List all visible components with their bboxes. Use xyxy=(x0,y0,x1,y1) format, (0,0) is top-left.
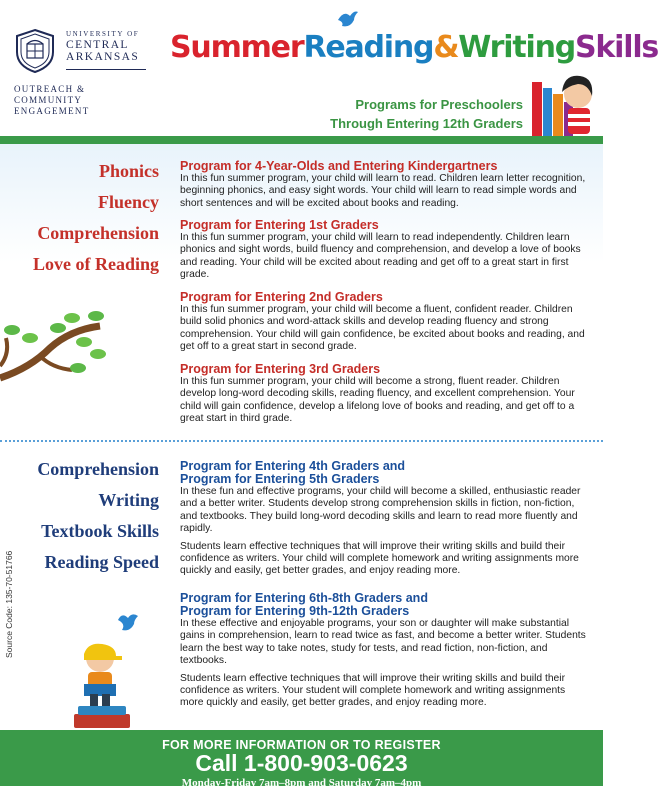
skill-item: Comprehension xyxy=(37,223,159,243)
program-description: In this fun summer program, your child will learn to read independently. Children learn phonics and sight words, build fluency and comprehension, and develop a love of books and reading. Your child will be excited about reading and get off to a great start in first grade. xyxy=(180,232,581,281)
outreach-line-3: ENGAGEMENT xyxy=(14,106,90,116)
logo-line-arkansas: ARKANSAS xyxy=(66,51,140,63)
skill-item: Comprehension xyxy=(37,459,159,479)
bluebird-icon xyxy=(336,8,360,30)
footer-phone[interactable]: Call 1-800-903-0623 xyxy=(195,750,408,776)
subtitle-line-1: Programs for Preschoolers xyxy=(355,97,523,112)
program-description: In this fun summer program, your child will become a strong, fluent reader. Children develop long-word decoding skills, reading fluency, and excellent comprehension. Your child will gain confidence, develop a lifelong love of books and reading, and get off to a great start in third grade. xyxy=(180,376,575,425)
program-3rd-grade xyxy=(180,363,590,426)
header-green-band xyxy=(0,136,603,144)
outreach-engagement xyxy=(14,84,90,117)
program-description: In this fun summer program, your child will learn to read. Children learn letter recognition, beginning phonics, and easy sight words. Your child will learn to read simple words and short sentences and will be excited about books and reading. xyxy=(180,173,586,209)
program-description: In this fun summer program, your child will become a fluent, confident reader. Children build solid phonics and word-attack skills and develop reading fluency and strong comprehension. Your child will gain confidence, be excited about books and reading, and get off to a great start in second grade. xyxy=(180,304,585,353)
program-title: Program for Entering 9th-12th Graders xyxy=(180,604,410,618)
program-title: Program for Entering 3rd Graders xyxy=(180,362,381,376)
logo-line-central: CENTRAL xyxy=(66,39,129,51)
bluebird-icon xyxy=(116,610,140,634)
footer-contact-band xyxy=(0,730,603,789)
program-6th-12th-grade xyxy=(180,592,590,710)
program-title: Program for Entering 1st Graders xyxy=(180,218,379,232)
skill-item: Fluency xyxy=(98,192,159,212)
skill-item: Phonics xyxy=(98,161,159,181)
footer-hours: Monday-Friday 7am–8pm and Saturday 7am–4pm xyxy=(181,777,422,789)
logo-central-arkansas xyxy=(66,39,139,63)
uca-logo xyxy=(14,26,164,121)
girl-on-books-illustration xyxy=(528,52,600,144)
program-title: Program for Entering 6th-8th Graders and xyxy=(180,591,428,605)
logo-university-of: UNIVERSITY OF xyxy=(66,30,140,38)
boy-reading-illustration xyxy=(64,640,136,730)
tree-branch-illustration xyxy=(0,308,110,398)
program-title: Program for Entering 4th Graders and xyxy=(180,459,406,473)
program-description: In these fun and effective programs, your child will become a skilled, enthusiastic reader and a better writer. Students develop strong comprehension skills in fiction, non-fiction, and textbooks. They build long-word decoding skills and learn to read more fluently and rapidly. xyxy=(180,486,581,535)
header xyxy=(0,0,658,140)
program-title: Program for Entering 5th Graders xyxy=(180,472,380,486)
program-title: Program for Entering 2nd Graders xyxy=(180,290,383,304)
university-seal-icon xyxy=(14,28,56,74)
program-title: Program for 4-Year-Olds and Entering Kindergartners xyxy=(180,159,498,173)
subtitle xyxy=(330,95,523,133)
program-1st-grade xyxy=(180,219,590,282)
program-description: Students learn effective techniques that will improve their writing skills and build their confidence as writers. Your child will complete homework and writing assignments more quickly and easily, get better grades, and enjoy reading more. xyxy=(180,540,579,577)
skill-item: Love of Reading xyxy=(33,254,159,274)
title-word-writing: Writing xyxy=(458,30,575,65)
footer-info-line: FOR MORE INFORMATION OR TO REGISTER xyxy=(162,738,441,752)
skill-item: Writing xyxy=(98,490,159,510)
skill-item: Textbook Skills xyxy=(41,521,159,541)
title-word-skills: Skills xyxy=(575,30,658,65)
section-divider xyxy=(0,440,603,442)
subtitle-line-2: Through Entering 12th Graders xyxy=(330,116,523,131)
outreach-line-2: COMMUNITY xyxy=(14,95,83,105)
program-description: Students learn effective techniques that will improve their writing skills and build their confidence as writers. Your student will complete homework and writing assignments more quickly and easily, get better grades, and enjoy reading more. xyxy=(180,672,566,709)
program-description: In these effective and enjoyable programs, your son or daughter will make substantial gains in comprehension, learn to read twice as fast, and become a better writer. Students learn the best way to take notes, study for tests, and read fiction, non-fiction, and textbooks. xyxy=(180,618,586,667)
skills-list-early xyxy=(33,156,159,280)
program-pre-k xyxy=(180,160,590,210)
title-ampersand: & xyxy=(433,30,459,65)
outreach-line-1: OUTREACH & xyxy=(14,84,86,94)
source-code: Source Code: 135-70-51766 xyxy=(4,550,14,658)
title-word-summer: Summer xyxy=(170,30,304,65)
program-4th-5th-grade xyxy=(180,460,590,578)
skill-item: Reading Speed xyxy=(44,552,159,572)
skills-list-older xyxy=(37,454,159,578)
title-word-reading: Reading xyxy=(303,30,434,65)
program-2nd-grade xyxy=(180,291,590,354)
logo-divider xyxy=(66,69,146,70)
